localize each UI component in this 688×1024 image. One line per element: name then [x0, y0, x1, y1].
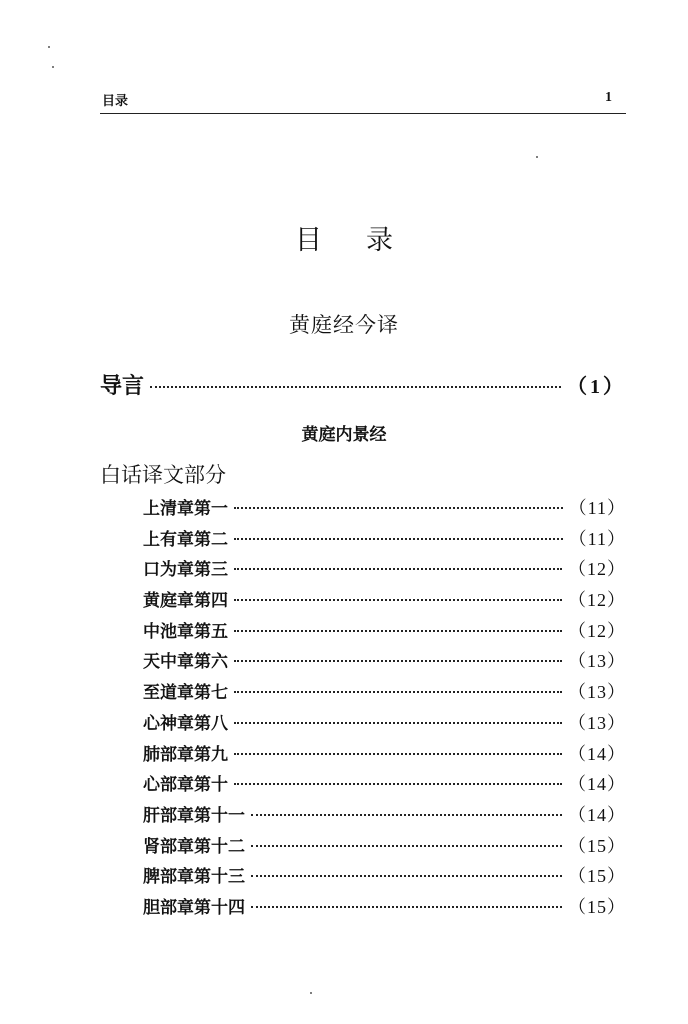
toc-entry[interactable] [143, 494, 626, 520]
toc-entry-label: 导言 [100, 374, 145, 399]
toc-entry-page: （14） [568, 774, 626, 795]
running-head-page-number: 1 [605, 90, 612, 105]
toc-entry-page: （15） [568, 835, 626, 856]
toc-entry-label: 脾部章第十三 [143, 867, 245, 888]
scan-speck [52, 66, 54, 68]
dot-leader [234, 783, 562, 785]
dot-leader [234, 538, 563, 540]
list-item [143, 678, 626, 709]
list-item [143, 832, 626, 863]
list-item [143, 709, 626, 740]
toc-entry[interactable] [143, 740, 626, 766]
toc-entry-label: 肝部章第十一 [143, 805, 245, 826]
part-title: 白话译文部分 [100, 463, 226, 487]
toc-entry-label: 上清章第一 [143, 499, 228, 519]
toc-entry-page: （15） [568, 896, 626, 917]
toc-entry-intro[interactable] [100, 369, 626, 400]
dot-leader [251, 845, 562, 847]
chapter-list [143, 494, 626, 924]
list-item [143, 555, 626, 586]
toc-entry-page: （1） [567, 376, 626, 398]
scan-speck [536, 156, 538, 158]
toc-entry[interactable] [143, 770, 626, 796]
list-item [143, 770, 626, 801]
toc-entry-label: 天中章第六 [143, 652, 228, 673]
dot-leader [234, 630, 562, 632]
book-title: 黄庭经今译 [289, 313, 399, 337]
toc-entry-page: （11） [568, 528, 626, 549]
toc-entry[interactable] [143, 832, 626, 858]
toc-entry[interactable] [143, 525, 626, 551]
dot-leader [251, 906, 562, 908]
toc-entry-page: （12） [568, 559, 626, 580]
toc-entry-label: 至道章第七 [143, 683, 228, 704]
dot-leader [234, 753, 562, 755]
list-item [143, 525, 626, 556]
list-item [143, 494, 626, 525]
toc-entry[interactable] [143, 862, 626, 888]
toc-entry[interactable] [143, 678, 626, 704]
toc-entry[interactable] [143, 801, 626, 827]
dot-leader [234, 599, 562, 601]
toc-entry-label: 心部章第十 [143, 775, 228, 796]
toc-entry-label: 口为章第三 [143, 560, 228, 581]
toc-entry-page: （13） [568, 682, 626, 703]
toc-entry-label: 黄庭章第四 [143, 591, 228, 612]
toc-entry-label: 中池章第五 [143, 621, 228, 642]
toc-entry-label: 上有章第二 [143, 529, 228, 550]
dot-leader [234, 507, 563, 509]
scan-speck [310, 992, 312, 994]
toc-entry[interactable] [143, 709, 626, 735]
running-head-title: 目录 [102, 94, 129, 109]
toc-entry-label: 胆部章第十四 [143, 897, 245, 918]
toc-entry-page: （14） [568, 743, 626, 764]
dot-leader [251, 814, 562, 816]
toc-entry-page: （12） [568, 620, 626, 641]
toc-entry-label: 肾部章第十二 [143, 836, 245, 857]
running-head [100, 90, 620, 110]
scan-speck [48, 46, 50, 48]
toc-entry-page: （15） [568, 866, 626, 887]
dot-leader [234, 568, 562, 570]
toc-entry[interactable] [143, 617, 626, 643]
list-item [143, 893, 626, 924]
toc-entry-label: 心神章第八 [143, 713, 228, 734]
toc-entry[interactable] [143, 586, 626, 612]
list-item [143, 862, 626, 893]
toc-entry-page: （14） [568, 804, 626, 825]
list-item [143, 617, 626, 648]
toc-entry-page: （12） [568, 590, 626, 611]
toc-entry-page: （13） [568, 651, 626, 672]
dot-leader [234, 660, 562, 662]
header-rule [100, 113, 626, 114]
dot-leader [150, 386, 561, 388]
dot-leader [251, 875, 562, 877]
list-item [143, 647, 626, 678]
toc-entry-page: （11） [568, 498, 626, 518]
toc-entry[interactable] [143, 893, 626, 919]
toc-entry-label: 肺部章第九 [143, 744, 228, 765]
list-item [143, 801, 626, 832]
list-item [143, 740, 626, 771]
toc-entry[interactable] [143, 647, 626, 673]
dot-leader [234, 691, 562, 693]
page-title: 目录 [295, 225, 437, 256]
toc-entry[interactable] [143, 555, 626, 581]
section-title: 黄庭内景经 [301, 425, 387, 445]
dot-leader [234, 722, 562, 724]
toc-entry-page: （13） [568, 712, 626, 733]
list-item [143, 586, 626, 617]
